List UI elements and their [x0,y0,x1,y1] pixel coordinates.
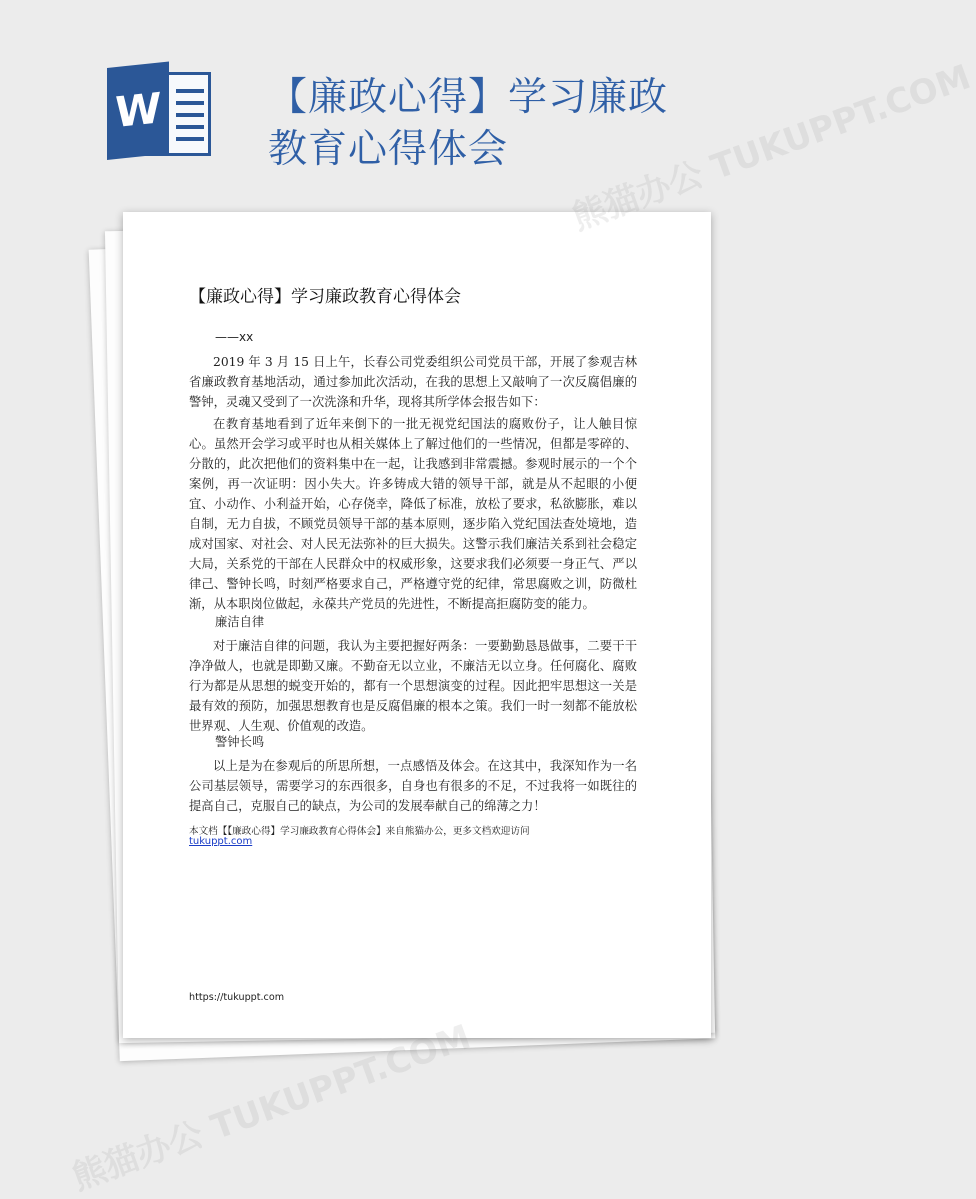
banner-title-line-2: 教育心得体会 [268,127,509,172]
document-page [123,212,711,1038]
banner-title-line-1: 【廉政心得】学习廉政 [268,75,669,120]
paragraph-education-base: 在教育基地看到了近年来倒下的一批无视党纪国法的腐败份子，让人触目惊心。虽然开会学习或平时也从相关媒体上了解过他们的一些情况，但都是零碎的、分散的，此次把他们的资料集中在一起，让我感到非常震撼。参观时展示的一个个案例，再一次证明：因小失大。许多铸成大错的领导干部，就是从不起眼的小便宜、小动作、小利益开始，心存侥幸，降低了标准，放松了要求，私欲膨胀，难以自制，无力自拔，不顾党员领导干部的基本原则，逐步陷入党纪国法查处境地，造成对国家、对社会、对人民无法弥补的巨大损失。这警示我们廉洁关系到社会稳定大局，关系党的干部在人民群众中的权威形象，这要求我们必须要一身正气、严以律己、警钟长鸣，时刻严格要求自己，严格遵守党的纪律，常思腐败之训，防微杜渐，从本职岗位做起，永葆共产党员的先进性，不断提高拒腐防变的能力。 [189,417,637,611]
page-footer-url: https://tukuppt.com [189,992,285,1003]
paragraph-conclusion: 以上是为在参观后的所思所想，一点感悟及体会。在这其中，我深知作为一名公司基层领导，需要学习的东西很多，自身也有很多的不足，不过我将一如既往的提高自己，克服自己的缺点，为公司的发展奉献自己的绵薄之力！ [189,759,637,813]
footer-source-note: 本文档【【廉政心得】学习廉政教育心得体会】来自熊猫办公，更多文档欢迎访问 [189,826,530,837]
footer-link[interactable]: tukuppt.com [189,836,253,847]
word-document-icon [107,68,215,160]
section-heading-self-discipline: 廉洁自律 [215,615,265,629]
document-author: ——xx [215,330,254,344]
watermark: 熊猫办公 TUKUPPT.COM [567,57,976,239]
watermark: 熊猫办公 TUKUPPT.COM [67,1017,476,1199]
word-letter-badge: W [107,61,169,160]
paragraph-intro: 2019 年 3 月 15 日上午，长春公司党委组织公司党员干部，开展了参观吉林省廉政教育基地活动，通过参加此次活动，在我的思想上又敲响了一次反腐倡廉的警钟，灵魂又受到了一次洗涤和升华，现将其所学体会报告如下： [189,355,637,409]
document-title: 【廉政心得】学习廉政教育心得体会 [189,287,461,307]
header-banner [0,0,800,200]
paragraph-self-discipline: 对于廉洁自律的问题，我认为主要把握好两条：一要勤勤恳恳做事，二要干干净净做人，也就是即勤又廉。不勤奋无以立业，不廉洁无以立身。任何腐化、腐败行为都是从思想的蜕变开始的，都有一个思想演变的过程。因此把牢思想这一关是最有效的预防，加强思想教育也是反腐倡廉的根本之策。我们一时一刻都不能放松世界观、人生观、价值观的改造。 [189,639,637,733]
section-heading-alarm: 警钟长鸣 [215,735,265,749]
